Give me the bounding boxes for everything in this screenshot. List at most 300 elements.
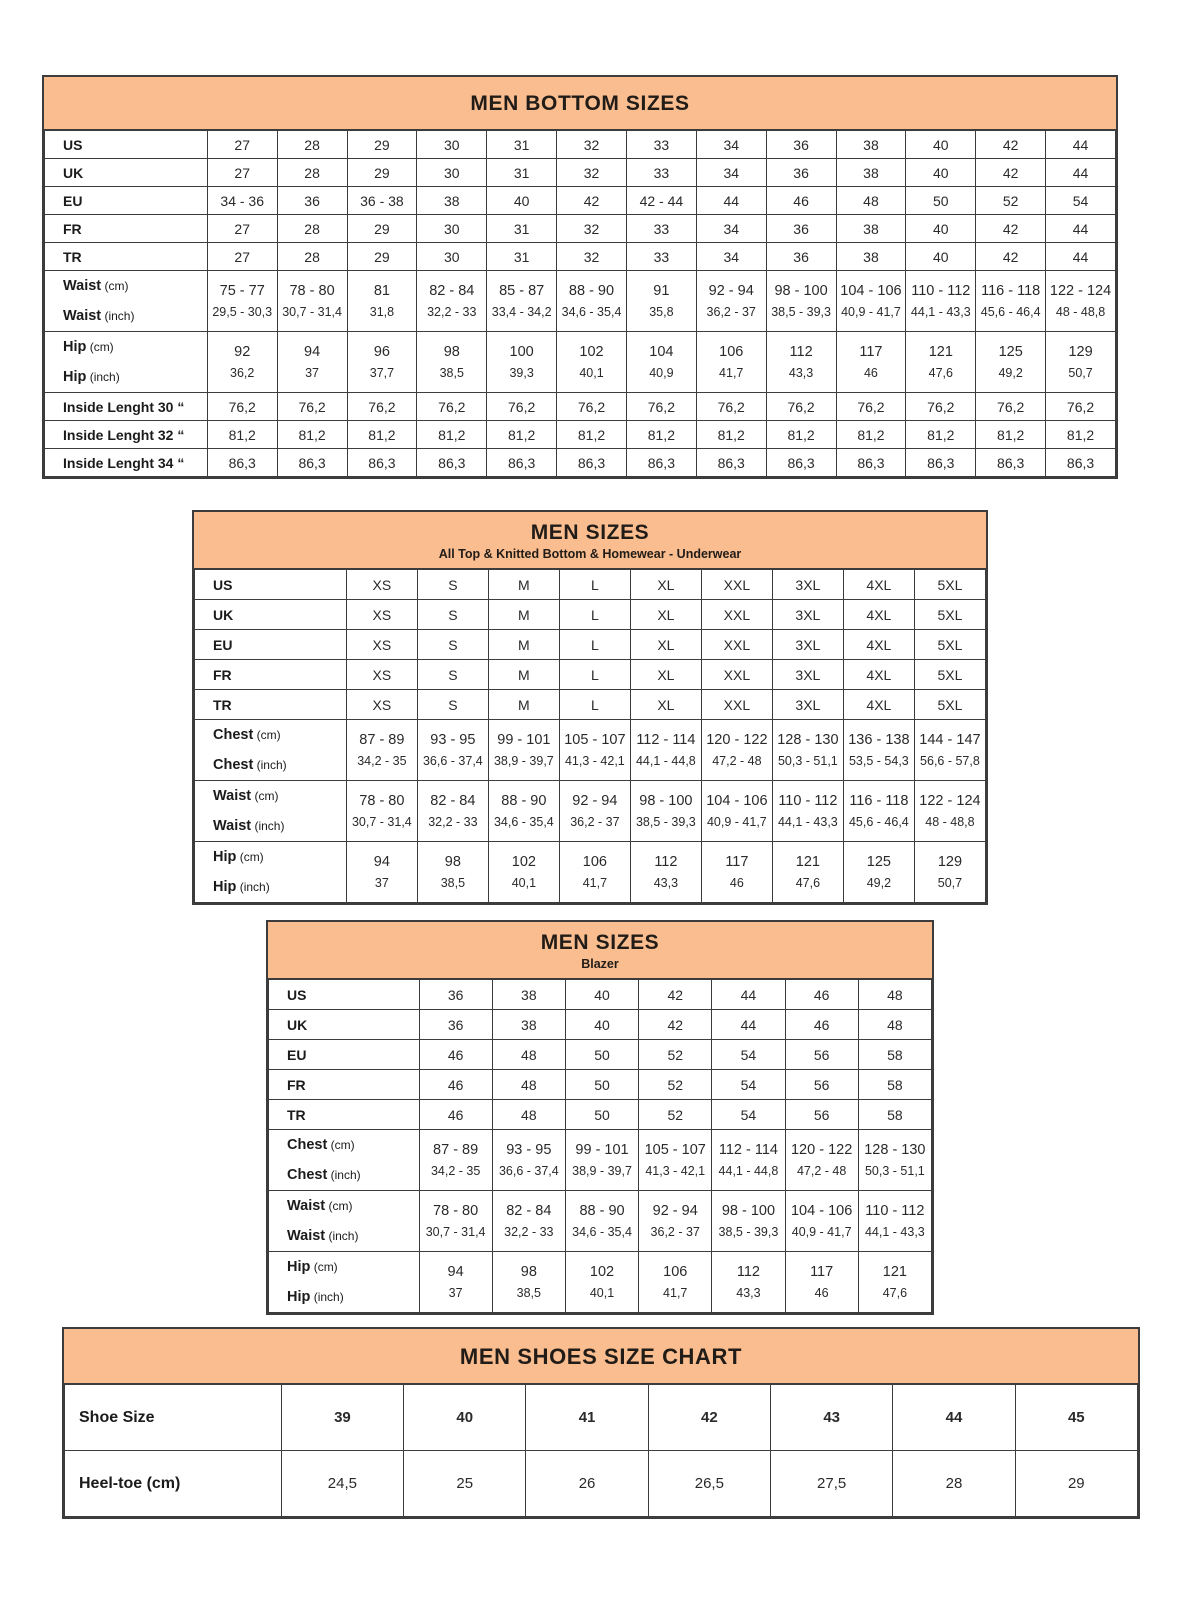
size-cell: 36 bbox=[766, 243, 836, 271]
size-cell bbox=[417, 720, 488, 781]
men-shoes-size-chart-grid bbox=[64, 1384, 1138, 1517]
size-cell: XL bbox=[630, 600, 701, 630]
size-value-inch: 44,1 - 44,8 bbox=[635, 753, 696, 768]
size-value-inch: 47,2 - 48 bbox=[796, 1163, 847, 1178]
size-cell: 41 bbox=[526, 1385, 648, 1451]
row-label-text: FR bbox=[63, 220, 82, 237]
size-cell: 42 bbox=[639, 1010, 712, 1040]
row-label bbox=[45, 393, 208, 421]
row-label-text: Waist bbox=[63, 278, 102, 294]
size-value-cm: 105 - 107 bbox=[644, 1141, 706, 1158]
size-value-cm: 98 bbox=[443, 343, 460, 360]
table-row bbox=[65, 1385, 1138, 1451]
size-value-cm: 98 - 100 bbox=[639, 792, 693, 809]
table-row bbox=[269, 1010, 932, 1040]
row-label-text: Hip bbox=[213, 879, 237, 895]
size-cell: 56 bbox=[785, 1100, 858, 1130]
size-cell: 38 bbox=[836, 243, 906, 271]
size-value-cm: 122 - 124 bbox=[1049, 282, 1112, 299]
table-title: MEN SIZES bbox=[530, 521, 650, 544]
size-cell bbox=[488, 781, 559, 842]
size-cell: 27 bbox=[207, 243, 277, 271]
size-cell: 27 bbox=[207, 215, 277, 243]
size-value-inch: 32,2 - 33 bbox=[504, 1224, 554, 1239]
size-value-cm: 104 - 106 bbox=[706, 792, 768, 809]
size-cell: 29 bbox=[347, 243, 417, 271]
size-value-cm: 144 - 147 bbox=[919, 731, 981, 748]
size-value-inch: 48 - 48,8 bbox=[925, 814, 975, 829]
size-value-inch: 36,2 bbox=[230, 365, 255, 380]
row-label bbox=[45, 421, 208, 449]
size-cell: 52 bbox=[639, 1100, 712, 1130]
size-cell bbox=[772, 781, 843, 842]
men-shoes-size-chart-header bbox=[64, 1329, 1138, 1384]
size-cell: 40 bbox=[565, 980, 638, 1010]
row-label-text: Shoe Size bbox=[79, 1408, 155, 1426]
size-value-cm: 91 bbox=[653, 282, 670, 299]
size-value-inch: 40,9 - 41,7 bbox=[841, 304, 901, 319]
size-cell: 4XL bbox=[843, 570, 914, 600]
size-cell bbox=[346, 720, 417, 781]
size-value-inch: 40,9 - 41,7 bbox=[706, 814, 767, 829]
row-label bbox=[45, 271, 208, 332]
size-value-cm: 85 - 87 bbox=[499, 282, 545, 299]
size-value-inch: 50,7 bbox=[1068, 365, 1093, 380]
row-label-line bbox=[213, 842, 346, 872]
table-row bbox=[45, 271, 1116, 332]
size-cell: 42 bbox=[976, 215, 1046, 243]
size-cell: 48 bbox=[492, 1070, 565, 1100]
size-cell: 54 bbox=[712, 1070, 785, 1100]
size-value-inch: 48 - 48,8 bbox=[1055, 304, 1106, 319]
size-cell: 81,2 bbox=[626, 421, 696, 449]
row-label bbox=[45, 131, 208, 159]
size-cell bbox=[559, 842, 630, 903]
size-cell: 30 bbox=[417, 159, 487, 187]
row-label-unit: (cm) bbox=[325, 1199, 353, 1213]
size-cell: 52 bbox=[639, 1070, 712, 1100]
size-cell: 36 bbox=[766, 159, 836, 187]
table-row bbox=[45, 131, 1116, 159]
size-value-inch: 40,1 bbox=[579, 365, 604, 380]
size-cell: 81,2 bbox=[417, 421, 487, 449]
size-cell: 86,3 bbox=[487, 449, 557, 477]
table-title: MEN BOTTOM SIZES bbox=[470, 92, 690, 115]
size-value-inch: 38,5 - 39,3 bbox=[718, 1224, 779, 1239]
size-cell: 33 bbox=[626, 131, 696, 159]
row-label-line bbox=[213, 720, 346, 750]
table-row bbox=[45, 421, 1116, 449]
men-bottom-sizes-table bbox=[42, 75, 1118, 479]
size-cell bbox=[488, 720, 559, 781]
size-cell: 30 bbox=[417, 131, 487, 159]
row-label bbox=[195, 781, 347, 842]
size-cell bbox=[712, 1191, 785, 1252]
row-label-unit: (inch) bbox=[325, 1229, 359, 1243]
size-cell: 28 bbox=[893, 1451, 1015, 1517]
row-label bbox=[45, 159, 208, 187]
row-label-line bbox=[63, 362, 207, 392]
row-label bbox=[195, 570, 347, 600]
size-cell: XXL bbox=[701, 630, 772, 660]
table-row bbox=[45, 243, 1116, 271]
size-value-inch: 47,6 bbox=[795, 875, 821, 890]
size-value-inch: 34,2 - 35 bbox=[430, 1163, 481, 1178]
size-value-cm: 129 bbox=[1068, 343, 1093, 360]
size-cell: L bbox=[559, 660, 630, 690]
size-value-cm: 98 - 100 bbox=[721, 1202, 776, 1219]
size-cell bbox=[639, 1252, 712, 1313]
size-cell bbox=[630, 842, 701, 903]
row-label bbox=[269, 1130, 420, 1191]
row-label-text: Waist bbox=[213, 818, 252, 834]
size-cell: 44 bbox=[1046, 215, 1116, 243]
row-label bbox=[45, 243, 208, 271]
table-row bbox=[45, 187, 1116, 215]
size-value-cm: 112 - 114 bbox=[636, 731, 696, 748]
size-value-inch: 38,5 bbox=[516, 1285, 541, 1300]
size-value-inch: 41,7 bbox=[663, 1285, 688, 1300]
size-cell: 42 - 44 bbox=[626, 187, 696, 215]
size-cell: 28 bbox=[277, 215, 347, 243]
size-cell bbox=[906, 271, 976, 332]
size-value-cm: 96 bbox=[373, 343, 390, 360]
size-value-inch: 44,1 - 43,3 bbox=[777, 814, 838, 829]
size-cell: 86,3 bbox=[277, 449, 347, 477]
size-cell bbox=[843, 781, 914, 842]
size-cell: 28 bbox=[277, 131, 347, 159]
row-label bbox=[45, 187, 208, 215]
row-label bbox=[269, 980, 420, 1010]
size-cell: 27 bbox=[207, 131, 277, 159]
row-label bbox=[269, 1010, 420, 1040]
size-value-inch: 44,1 - 44,8 bbox=[718, 1163, 779, 1178]
size-cell: XS bbox=[346, 570, 417, 600]
size-cell: 42 bbox=[639, 980, 712, 1010]
size-cell: 38 bbox=[836, 215, 906, 243]
size-cell: 4XL bbox=[843, 630, 914, 660]
size-value-inch: 36,6 - 37,4 bbox=[422, 753, 483, 768]
size-cell: 5XL bbox=[914, 600, 985, 630]
size-cell: 32 bbox=[557, 243, 627, 271]
size-value-cm: 121 bbox=[882, 1263, 907, 1280]
size-value-inch: 34,6 - 35,4 bbox=[561, 304, 622, 319]
size-value-inch: 41,3 - 42,1 bbox=[564, 753, 625, 768]
table-row bbox=[269, 1252, 932, 1313]
size-cell bbox=[626, 271, 696, 332]
size-value-inch: 46 bbox=[863, 365, 878, 380]
size-value-cm: 102 bbox=[579, 343, 604, 360]
size-cell: 76,2 bbox=[487, 393, 557, 421]
size-cell: 54 bbox=[712, 1100, 785, 1130]
size-cell bbox=[914, 720, 985, 781]
size-value-inch: 40,1 bbox=[511, 875, 537, 890]
table-row bbox=[195, 690, 986, 720]
size-value-cm: 98 - 100 bbox=[774, 282, 828, 299]
size-cell: 34 bbox=[696, 131, 766, 159]
size-cell: 76,2 bbox=[417, 393, 487, 421]
size-cell: 50 bbox=[565, 1040, 638, 1070]
row-label-unit: (cm) bbox=[236, 850, 264, 864]
size-cell: 38 bbox=[836, 131, 906, 159]
size-cell: 5XL bbox=[914, 690, 985, 720]
size-value-cm: 87 - 89 bbox=[433, 1141, 479, 1158]
size-value-inch: 34,6 - 35,4 bbox=[572, 1224, 632, 1239]
size-cell: 44 bbox=[712, 1010, 785, 1040]
row-label-unit: (inch) bbox=[251, 819, 285, 833]
size-cell bbox=[858, 1191, 931, 1252]
size-cell bbox=[417, 842, 488, 903]
size-cell: 32 bbox=[557, 131, 627, 159]
size-value-inch: 49,2 bbox=[998, 365, 1023, 380]
size-value-cm: 92 - 94 bbox=[652, 1202, 698, 1219]
size-cell: 28 bbox=[277, 159, 347, 187]
table-row bbox=[195, 720, 986, 781]
table-subtitle: Blazer bbox=[581, 957, 619, 971]
size-cell: 40 bbox=[906, 131, 976, 159]
size-cell bbox=[488, 842, 559, 903]
size-cell bbox=[417, 781, 488, 842]
size-cell: S bbox=[417, 690, 488, 720]
table-row bbox=[269, 1070, 932, 1100]
size-cell bbox=[906, 332, 976, 393]
size-value-cm: 110 - 112 bbox=[911, 282, 971, 299]
size-cell bbox=[766, 271, 836, 332]
men-sizes-top-table bbox=[192, 510, 988, 905]
size-value-cm: 98 bbox=[444, 853, 461, 870]
row-label-unit: (inch) bbox=[310, 1290, 344, 1304]
size-cell: S bbox=[417, 630, 488, 660]
table-title: MEN SHOES SIZE CHART bbox=[459, 1344, 743, 1369]
men-sizes-blazer-grid bbox=[268, 979, 932, 1313]
size-value-inch: 40,9 - 41,7 bbox=[791, 1224, 852, 1239]
size-cell bbox=[565, 1130, 638, 1191]
size-cell bbox=[696, 271, 766, 332]
size-cell: 56 bbox=[785, 1070, 858, 1100]
size-value-inch: 45,6 - 46,4 bbox=[980, 304, 1041, 319]
size-cell: 44 bbox=[1046, 131, 1116, 159]
size-cell: 32 bbox=[557, 159, 627, 187]
row-label-text: US bbox=[287, 986, 307, 1003]
size-cell: 42 bbox=[976, 159, 1046, 187]
size-cell bbox=[701, 720, 772, 781]
table-row bbox=[195, 600, 986, 630]
row-label-text: Waist bbox=[213, 788, 252, 804]
size-value-cm: 92 - 94 bbox=[708, 282, 754, 299]
size-cell: 30 bbox=[417, 215, 487, 243]
row-label-text: TR bbox=[63, 248, 82, 265]
size-cell bbox=[557, 271, 627, 332]
size-cell: 76,2 bbox=[836, 393, 906, 421]
size-value-inch: 37 bbox=[305, 365, 320, 380]
row-label-text: TR bbox=[213, 696, 232, 713]
size-value-cm: 94 bbox=[373, 853, 390, 870]
row-label-unit: (cm) bbox=[327, 1138, 355, 1152]
size-value-inch: 41,7 bbox=[719, 365, 744, 380]
row-label bbox=[269, 1252, 420, 1313]
men-shoes-size-chart-table bbox=[62, 1327, 1140, 1519]
size-value-cm: 88 - 90 bbox=[568, 282, 615, 299]
size-cell: 46 bbox=[785, 980, 858, 1010]
size-value-inch: 43,3 bbox=[653, 875, 679, 890]
size-value-cm: 121 bbox=[795, 853, 820, 870]
size-cell: 86,3 bbox=[696, 449, 766, 477]
size-cell bbox=[492, 1130, 565, 1191]
size-value-inch: 31,8 bbox=[369, 304, 395, 319]
size-cell bbox=[347, 271, 417, 332]
size-value-inch: 39,3 bbox=[509, 365, 534, 380]
size-cell: 76,2 bbox=[277, 393, 347, 421]
size-cell: XXL bbox=[701, 690, 772, 720]
size-value-inch: 36,6 - 37,4 bbox=[498, 1163, 559, 1178]
table-row bbox=[45, 449, 1116, 477]
size-value-cm: 112 bbox=[736, 1263, 760, 1280]
size-cell bbox=[712, 1252, 785, 1313]
size-cell: 42 bbox=[976, 131, 1046, 159]
size-cell bbox=[976, 332, 1046, 393]
size-cell: 5XL bbox=[914, 660, 985, 690]
size-cell bbox=[487, 332, 557, 393]
size-cell: 34 bbox=[696, 159, 766, 187]
size-value-cm: 117 bbox=[859, 343, 883, 360]
row-label-text: Waist bbox=[287, 1228, 326, 1244]
size-value-inch: 29,5 - 30,3 bbox=[212, 304, 273, 319]
size-cell: 24,5 bbox=[281, 1451, 403, 1517]
size-cell: 76,2 bbox=[906, 393, 976, 421]
size-cell: 40 bbox=[404, 1385, 526, 1451]
size-value-inch: 40,1 bbox=[589, 1285, 615, 1300]
size-cell: 29 bbox=[347, 215, 417, 243]
size-cell: XXL bbox=[701, 660, 772, 690]
size-cell: L bbox=[559, 690, 630, 720]
size-value-cm: 112 bbox=[789, 343, 813, 360]
size-cell bbox=[836, 271, 906, 332]
row-label-text: US bbox=[63, 136, 83, 153]
size-cell: M bbox=[488, 660, 559, 690]
size-cell: 81,2 bbox=[906, 421, 976, 449]
size-cell: 29 bbox=[347, 159, 417, 187]
row-label-unit: (cm) bbox=[101, 279, 129, 293]
size-cell: S bbox=[417, 660, 488, 690]
size-cell: 76,2 bbox=[626, 393, 696, 421]
size-value-cm: 128 - 130 bbox=[864, 1141, 926, 1158]
size-cell: 42 bbox=[976, 243, 1046, 271]
size-cell bbox=[207, 332, 277, 393]
size-cell bbox=[347, 332, 417, 393]
size-value-inch: 44,1 - 43,3 bbox=[864, 1224, 925, 1239]
size-value-cm: 121 bbox=[928, 343, 953, 360]
size-cell: 30 bbox=[417, 243, 487, 271]
size-value-inch: 35,8 bbox=[649, 304, 674, 319]
size-value-cm: 78 - 80 bbox=[359, 792, 405, 809]
size-cell bbox=[858, 1130, 931, 1191]
size-value-inch: 30,7 - 31,4 bbox=[351, 814, 412, 829]
size-cell: 3XL bbox=[772, 690, 843, 720]
size-cell: 81,2 bbox=[1046, 421, 1116, 449]
size-value-cm: 88 - 90 bbox=[579, 1202, 625, 1219]
size-value-cm: 102 bbox=[589, 1263, 615, 1280]
size-cell: XL bbox=[630, 690, 701, 720]
row-label-line bbox=[287, 1252, 419, 1282]
size-cell: 50 bbox=[906, 187, 976, 215]
row-label bbox=[195, 630, 347, 660]
row-label-line bbox=[287, 1160, 419, 1190]
size-value-cm: 128 - 130 bbox=[777, 731, 839, 748]
size-cell: M bbox=[488, 570, 559, 600]
row-label-unit: (inch) bbox=[101, 309, 135, 323]
size-cell: XS bbox=[346, 660, 417, 690]
size-value-inch: 40,9 bbox=[649, 365, 674, 380]
row-label-text: FR bbox=[287, 1076, 306, 1093]
size-cell: 81,2 bbox=[207, 421, 277, 449]
size-value-inch: 32,2 - 33 bbox=[427, 304, 477, 319]
size-cell bbox=[346, 842, 417, 903]
size-cell: 46 bbox=[419, 1100, 492, 1130]
size-cell: 86,3 bbox=[557, 449, 627, 477]
size-value-inch: 33,4 - 34,2 bbox=[491, 304, 552, 319]
table-row bbox=[195, 570, 986, 600]
size-value-cm: 129 bbox=[937, 853, 963, 870]
size-cell: M bbox=[488, 630, 559, 660]
table-row bbox=[195, 630, 986, 660]
size-value-inch: 43,3 bbox=[788, 365, 814, 380]
size-cell: 48 bbox=[836, 187, 906, 215]
row-label-line bbox=[287, 1282, 419, 1312]
table-subtitle: All Top & Knitted Bottom & Homewear - Underwear bbox=[438, 547, 742, 561]
size-cell: 38 bbox=[492, 980, 565, 1010]
size-value-cm: 88 - 90 bbox=[501, 792, 547, 809]
row-label-line bbox=[287, 1130, 419, 1160]
size-cell: 29 bbox=[1015, 1451, 1137, 1517]
table-row bbox=[195, 842, 986, 903]
table-row bbox=[269, 1040, 932, 1070]
row-label-line bbox=[63, 332, 207, 362]
size-cell: 81,2 bbox=[836, 421, 906, 449]
size-value-inch: 32,2 - 33 bbox=[428, 814, 478, 829]
size-cell: 3XL bbox=[772, 660, 843, 690]
size-value-cm: 82 - 84 bbox=[506, 1202, 552, 1219]
row-label-text: Hip bbox=[287, 1289, 311, 1305]
size-cell: 50 bbox=[565, 1070, 638, 1100]
size-value-cm: 75 - 77 bbox=[219, 282, 265, 299]
size-value-inch: 36,2 - 37 bbox=[706, 304, 756, 319]
size-cell bbox=[836, 332, 906, 393]
size-cell bbox=[492, 1252, 565, 1313]
row-label-unit: (inch) bbox=[236, 880, 270, 894]
size-value-cm: 105 - 107 bbox=[564, 731, 626, 748]
size-value-inch: 46 bbox=[814, 1285, 829, 1300]
size-cell bbox=[772, 720, 843, 781]
size-cell: 76,2 bbox=[1046, 393, 1116, 421]
size-cell: 31 bbox=[487, 159, 557, 187]
size-value-cm: 120 - 122 bbox=[706, 731, 768, 748]
size-cell: 5XL bbox=[914, 630, 985, 660]
size-cell bbox=[785, 1252, 858, 1313]
size-value-inch: 38,5 bbox=[440, 875, 466, 890]
size-cell: 34 bbox=[696, 243, 766, 271]
size-cell: 48 bbox=[858, 980, 931, 1010]
row-label bbox=[195, 660, 347, 690]
row-label-unit: (cm) bbox=[253, 728, 281, 742]
size-value-inch: 30,7 - 31,4 bbox=[425, 1224, 486, 1239]
size-cell: XXL bbox=[701, 600, 772, 630]
row-label bbox=[195, 600, 347, 630]
size-cell: 43 bbox=[771, 1385, 893, 1451]
size-cell: 42 bbox=[648, 1385, 770, 1451]
size-value-inch: 38,5 - 39,3 bbox=[635, 814, 696, 829]
men-sizes-top-grid bbox=[194, 569, 986, 903]
size-cell: 40 bbox=[565, 1010, 638, 1040]
